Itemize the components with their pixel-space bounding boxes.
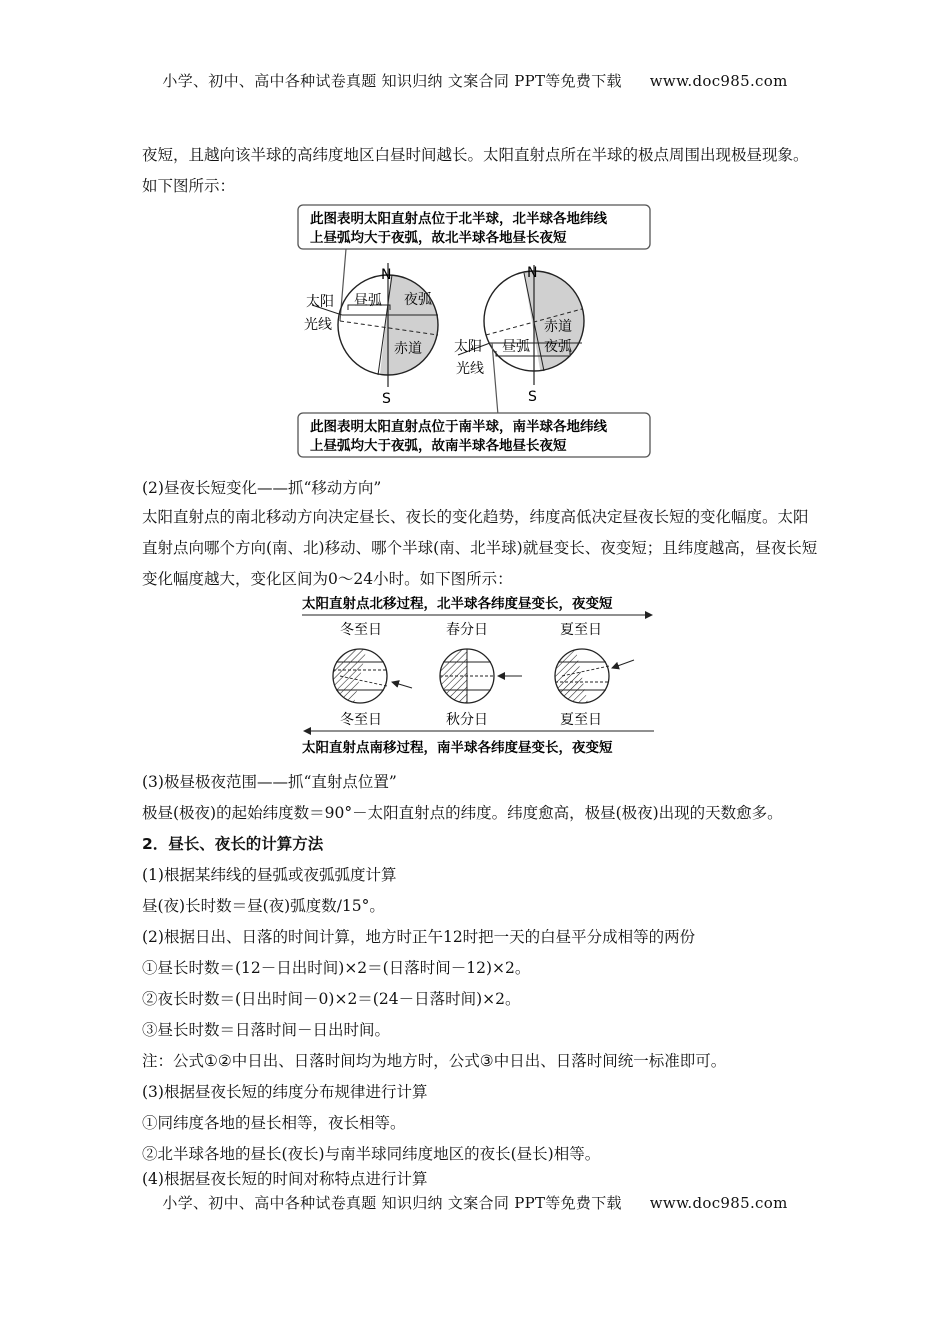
left-equator-label: 赤道 — [394, 341, 422, 357]
note-line: 注：公式①②中日出、日落时间均为地方时，公式③中日出、日落时间统一标准即可。 — [142, 1052, 727, 1070]
bottom-label-2: 秋分日 — [446, 712, 488, 728]
right-sun-label-2: 光线 — [456, 361, 484, 377]
page-footer — [0, 1192, 950, 1213]
line-5: ②夜长时数＝(日出时间－0)×2＝(24－日落时间)×2。 — [142, 990, 521, 1008]
top-label-2: 春分日 — [446, 622, 488, 638]
line-4: ①昼长时数＝(12－日出时间)×2＝(日落时间－12)×2。 — [142, 959, 531, 977]
bottom-label-1: 冬至日 — [340, 712, 382, 728]
left-night-arc-label: 夜弧 — [404, 292, 432, 308]
top-label-1: 冬至日 — [340, 622, 382, 638]
right-equator-label: 赤道 — [544, 319, 572, 335]
header-text: 小学、初中、高中各种试卷真题 知识归纳 文案合同 PPT等免费下载 — [162, 72, 622, 90]
right-night-arc-label: 夜弧 — [544, 339, 572, 355]
bottom-caption: 太阳直射点南移过程，南半球各纬度昼变长，夜变短 — [302, 740, 613, 756]
callout-bottom-line1: 此图表明太阳直射点位于南半球，南半球各地纬线 — [310, 419, 607, 435]
left-sun-label-1: 太阳 — [306, 294, 334, 310]
globe-winter-night — [320, 642, 368, 712]
footer-text: 小学、初中、高中各种试卷真题 知识归纳 文案合同 PPT等免费下载 — [162, 1194, 622, 1212]
intro-paragraph: 夜短，且越向该半球的高纬度地区白昼时间越长。太阳直射点所在半球的极点周围出现极昼现象。如下图所示： — [142, 146, 809, 195]
line-2: 昼(夜)长时数＝昼(夜)弧度数/15°。 — [142, 897, 385, 915]
header-url[interactable]: www.doc985.com — [649, 72, 788, 90]
line-3: (2)根据日出、日落的时间计算，地方时正午12时把一天的白昼平分成相等的两份 — [142, 928, 696, 946]
section3-title: (3)极昼极夜范围——抓“直射点位置” — [142, 773, 397, 791]
top-label-3: 夏至日 — [560, 622, 602, 638]
line-10: ②北半球各地的昼长(夜长)与南半球同纬度地区的夜长(昼长)相等。 — [142, 1145, 601, 1163]
left-day-arc-label: 昼弧 — [354, 293, 382, 309]
left-south-label: S — [382, 391, 391, 407]
section2-title: (2)昼夜长短变化——抓“移动方向” — [142, 479, 382, 497]
right-day-arc-label: 昼弧 — [502, 339, 530, 355]
left-sun-label-2: 光线 — [304, 317, 332, 333]
callout-bottom-line2: 上昼弧均大于夜弧，故南半球各地昼长夜短 — [310, 438, 567, 454]
line-9: ①同纬度各地的昼长相等，夜长相等。 — [142, 1114, 406, 1132]
line-8: (3)根据昼夜长短的纬度分布规律进行计算 — [142, 1083, 428, 1101]
section3-body: 极昼(极夜)的起始纬度数＝90°－太阳直射点的纬度。纬度愈高，极昼(极夜)出现的天数愈多。 — [142, 804, 783, 822]
page-header — [0, 70, 950, 91]
heading-2: 2．昼长、夜长的计算方法 — [142, 835, 324, 853]
right-north-label: N — [527, 265, 538, 281]
figure-seasonal-shift — [300, 592, 660, 760]
callout-top-line2: 上昼弧均大于夜弧，故北半球各地昼长夜短 — [310, 230, 567, 246]
callout-top-line1: 此图表明太阳直射点位于北半球，北半球各地纬线 — [310, 211, 607, 227]
globe-summer-night — [540, 642, 590, 712]
right-south-label: S — [528, 389, 537, 405]
line-6: ③昼长时数＝日落时间－日出时间。 — [142, 1021, 391, 1039]
line-11: (4)根据昼夜长短的时间对称特点进行计算 — [142, 1170, 428, 1188]
left-north-label: N — [381, 267, 392, 283]
top-caption: 太阳直射点北移过程，北半球各纬度昼变长，夜变短 — [302, 596, 613, 612]
footer-url[interactable]: www.doc985.com — [649, 1194, 788, 1212]
figure-day-night-arcs — [290, 203, 660, 463]
section2-body: 太阳直射点的南北移动方向决定昼长、夜长的变化趋势，纬度高低决定昼夜长短的变化幅度。太阳直射点向哪个方向(南、北)移动、哪个半球(南、北半球)就昼变长、夜变短；且纬度越高，昼夜长短变化幅度越大，变化区间为0～24小时。如下图所示： — [142, 508, 818, 588]
line-1: (1)根据某纬线的昼弧或夜弧弧度计算 — [142, 866, 397, 884]
bottom-label-3: 夏至日 — [560, 712, 602, 728]
globe-equinox-night — [430, 642, 467, 712]
right-sun-label-1: 太阳 — [454, 339, 482, 355]
